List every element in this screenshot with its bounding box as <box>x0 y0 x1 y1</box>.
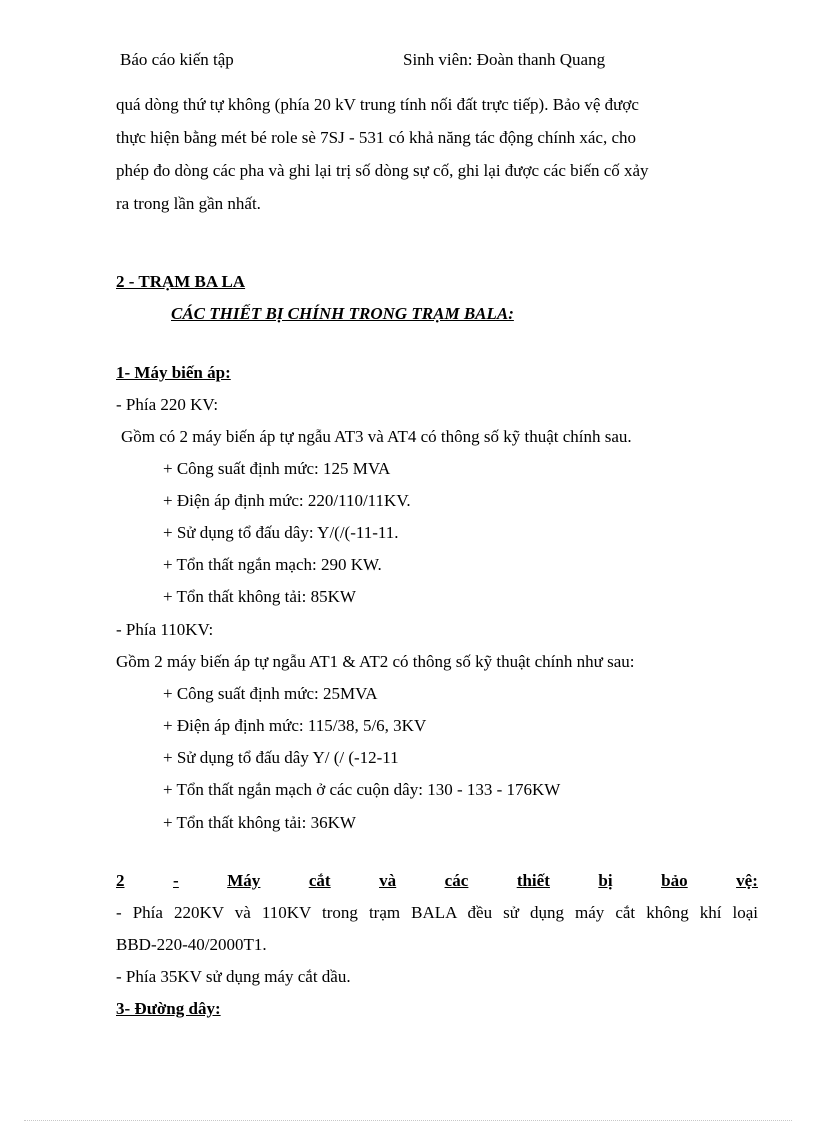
lines-heading: 3- Đường dây: <box>116 999 221 1018</box>
side-110-item-5: + Tổn thất không tải: 36KW <box>163 813 356 832</box>
side-220-item-5: + Tổn thất không tải: 85KW <box>163 587 356 606</box>
breaker-heading-word: bảo <box>661 871 688 890</box>
breaker-heading-word: các <box>444 871 469 890</box>
intro-line-1: quá dòng thứ tự không (phía 20 kV trung tính nối đất trực tiếp). Bảo vệ được <box>116 95 639 114</box>
breaker-line-2: BBD-220-40/2000T1. <box>116 935 267 954</box>
side-110-item-3: + Sử dụng tổ đấu dây Y/ (/ (-12-11 <box>163 748 399 767</box>
side-110-description: Gồm 2 máy biến áp tự ngẫu AT1 & AT2 có thông số kỹ thuật chính như sau: <box>116 652 635 671</box>
side-220-item-2: + Điện áp định mức: 220/110/11KV. <box>163 491 411 510</box>
header-left: Báo cáo kiến tập <box>120 50 234 69</box>
breaker-heading-word: bị <box>598 871 613 890</box>
side-220-item-3: + Sử dụng tổ đấu dây: Y/(/(-11-11. <box>163 523 399 542</box>
section-title: 2 - TRẠM BA LA <box>116 272 246 291</box>
breaker-heading-word: thiết <box>516 871 550 890</box>
breaker-heading-word: - <box>173 871 179 890</box>
breaker-heading-word: vệ: <box>736 871 758 890</box>
page-bottom-rule <box>24 1120 792 1121</box>
section-subtitle: CÁC THIẾT BỊ CHÍNH TRONG TRẠM BALA: <box>171 304 514 323</box>
side-220-item-4: + Tổn thất ngắn mạch: 290 KW. <box>163 555 382 574</box>
side-220-label: - Phía 220 KV: <box>116 395 219 414</box>
intro-line-3: phép đo dòng các pha và ghi lại trị số dòng sự cố, ghi lại được các biến cố xảy <box>116 161 649 180</box>
breaker-heading-word: cắt <box>308 871 331 890</box>
breaker-heading-word: 2 <box>116 871 125 890</box>
side-110-item-4: + Tổn thất ngắn mạch ở các cuộn dây: 130 - 133 - 176KW <box>163 780 561 799</box>
side-220-item-1: + Công suất định mức: 125 MVA <box>163 459 391 478</box>
header-right: Sinh viên: Đoàn thanh Quang <box>403 50 606 69</box>
transformer-heading: 1- Máy biến áp: <box>116 363 231 382</box>
side-220-description: Gồm có 2 máy biến áp tự ngẫu AT3 và AT4 có thông số kỹ thuật chính sau. <box>121 427 632 446</box>
side-110-item-2: + Điện áp định mức: 115/38, 5/6, 3KV <box>163 716 427 735</box>
side-110-label: - Phía 110KV: <box>116 620 214 639</box>
breaker-heading <box>116 870 758 892</box>
intro-line-4: ra trong lần gần nhất. <box>116 194 261 213</box>
breaker-line-3: - Phía 35KV sử dụng máy cắt dầu. <box>116 967 351 986</box>
intro-line-2: thực hiện bằng mét bé role sè 7SJ - 531 có khả năng tác động chính xác, cho <box>116 128 637 147</box>
side-110-item-1: + Công suất định mức: 25MVA <box>163 684 378 703</box>
breaker-heading-word: và <box>379 871 397 890</box>
breaker-line-1: - Phía 220KV và 110KV trong trạm BALA đều sử dụng máy cắt không khí loại <box>116 903 758 922</box>
breaker-heading-word: Máy <box>227 871 261 890</box>
